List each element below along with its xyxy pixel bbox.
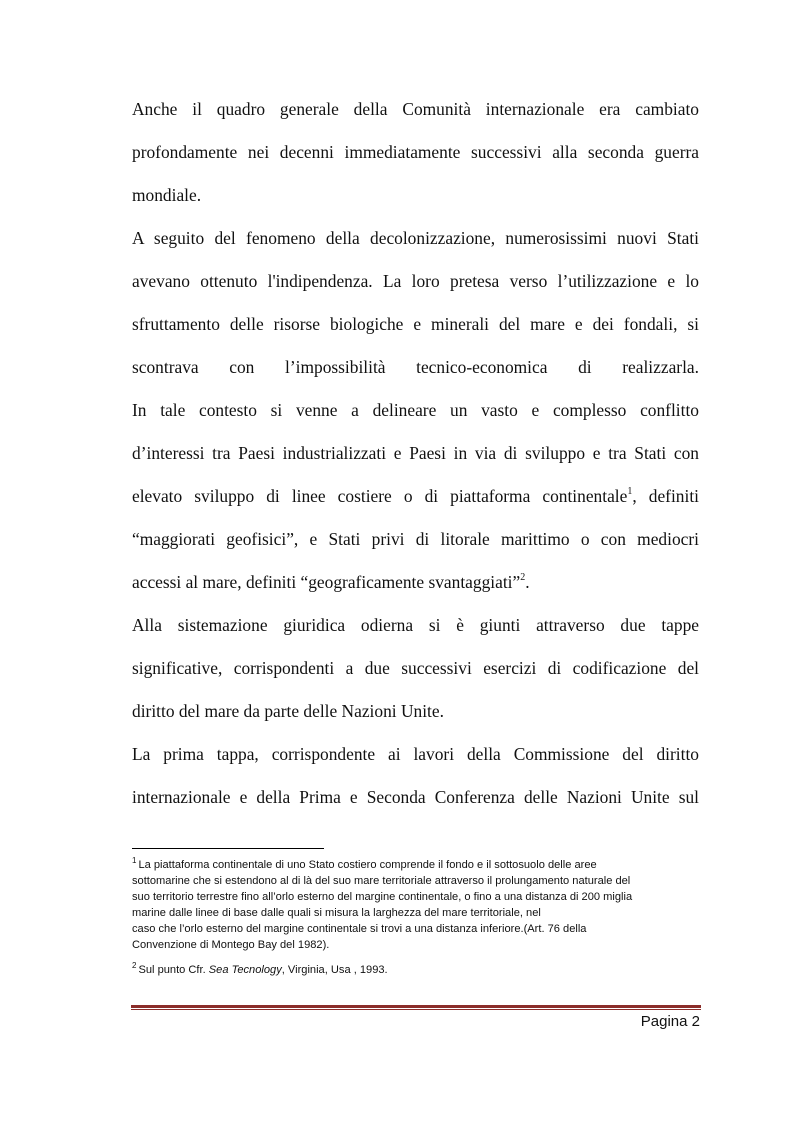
text-segment: , Virginia, Usa , 1993. xyxy=(281,964,388,976)
footnote-ref-2[interactable]: 2 xyxy=(520,572,526,584)
text-line: d’interessi tra Paesi industrializzati e Paesi in via di sviluppo e tra Stati con xyxy=(132,443,699,463)
paragraph-3 xyxy=(132,604,699,733)
footnote-1 xyxy=(132,857,702,953)
footer-rule-thin xyxy=(131,1009,701,1010)
paragraph-1 xyxy=(132,88,699,217)
text-line: profondamente nei decenni immediatamente successivi alla seconda guerra xyxy=(132,142,699,162)
footnote-number: 2 xyxy=(132,961,137,971)
text-segment: , definiti xyxy=(632,486,699,506)
text-line: avevano ottenuto l'indipendenza. La loro pretesa verso l’utilizzazione e lo xyxy=(132,271,699,291)
text-line: diritto del mare da parte delle Nazioni Unite. xyxy=(132,701,444,721)
text-line: mondiale. xyxy=(132,185,202,205)
text-line: “maggiorati geofisici”, e Stati privi di litorale marittimo o con mediocri xyxy=(132,529,699,549)
text-line: sottomarine che si estendono al di là del suo mare territoriale attraverso il prolungamento naturale del xyxy=(132,875,631,887)
text-line: sfruttamento delle risorse biologiche e minerali del mare e dei fondali, si xyxy=(132,314,699,334)
text-line: Anche il quadro generale della Comunità internazionale era cambiato xyxy=(132,99,699,119)
footer-rule xyxy=(131,1005,701,1008)
footnote-number: 1 xyxy=(132,856,137,866)
footnote-ref-1[interactable]: 1 xyxy=(627,486,633,498)
text-line xyxy=(132,962,702,978)
text-line: Alla sistemazione giuridica odierna si è giunti attraverso due tappe xyxy=(132,615,699,635)
text-segment: accessi al mare, definiti “geograficamente svantaggiati” xyxy=(132,572,521,592)
text-segment: elevato sviluppo di linee costiere o di piattaforma continentale xyxy=(132,486,628,506)
body-text xyxy=(132,88,699,819)
text-segment: La piattaforma continentale di uno Stato costiero comprende il fondo e il sottosuolo delle aree xyxy=(138,859,597,871)
text-line: La prima tappa, corrispondente ai lavori della Commissione del diritto xyxy=(132,744,699,764)
text-line xyxy=(132,857,702,873)
footnote-2 xyxy=(132,962,702,978)
text-line: suo territorio terrestre fino all’orlo esterno del margine continentale, o fino a una distanza di 200 miglia xyxy=(132,891,633,903)
text-segment: Sul punto Cfr. xyxy=(138,964,209,976)
text-line: significative, corrispondenti a due successivi esercizi di codificazione del xyxy=(132,658,699,678)
text-line: marine dalle linee di base dalle quali si misura la larghezza del mare territoriale, nel xyxy=(132,907,541,919)
text-segment: . xyxy=(525,572,530,592)
text-line xyxy=(132,475,699,518)
text-line: caso che l’orlo esterno del margine continentale si trovi a una distanza inferiore.(Art. 76 della xyxy=(132,923,587,935)
paragraph-2 xyxy=(132,217,699,604)
page-number: Pagina 2 xyxy=(640,1013,700,1030)
text-line: In tale contesto si venne a delineare un vasto e complesso conflitto xyxy=(132,400,699,420)
paragraph-4 xyxy=(132,733,699,819)
text-line: A seguito del fenomeno della decolonizzazione, numerosissimi nuovi Stati xyxy=(132,228,699,248)
text-line: Convenzione di Montego Bay del 1982). xyxy=(132,939,330,951)
footnotes xyxy=(132,857,702,978)
text-line: internazionale e della Prima e Seconda Conferenza delle Nazioni Unite sul xyxy=(132,787,699,807)
footnote-separator xyxy=(132,848,324,849)
italic-title: Sea Tecnology xyxy=(208,964,282,976)
text-line xyxy=(132,561,699,604)
text-line: scontrava con l’impossibilità tecnico-economica di realizzarla. xyxy=(132,357,699,377)
